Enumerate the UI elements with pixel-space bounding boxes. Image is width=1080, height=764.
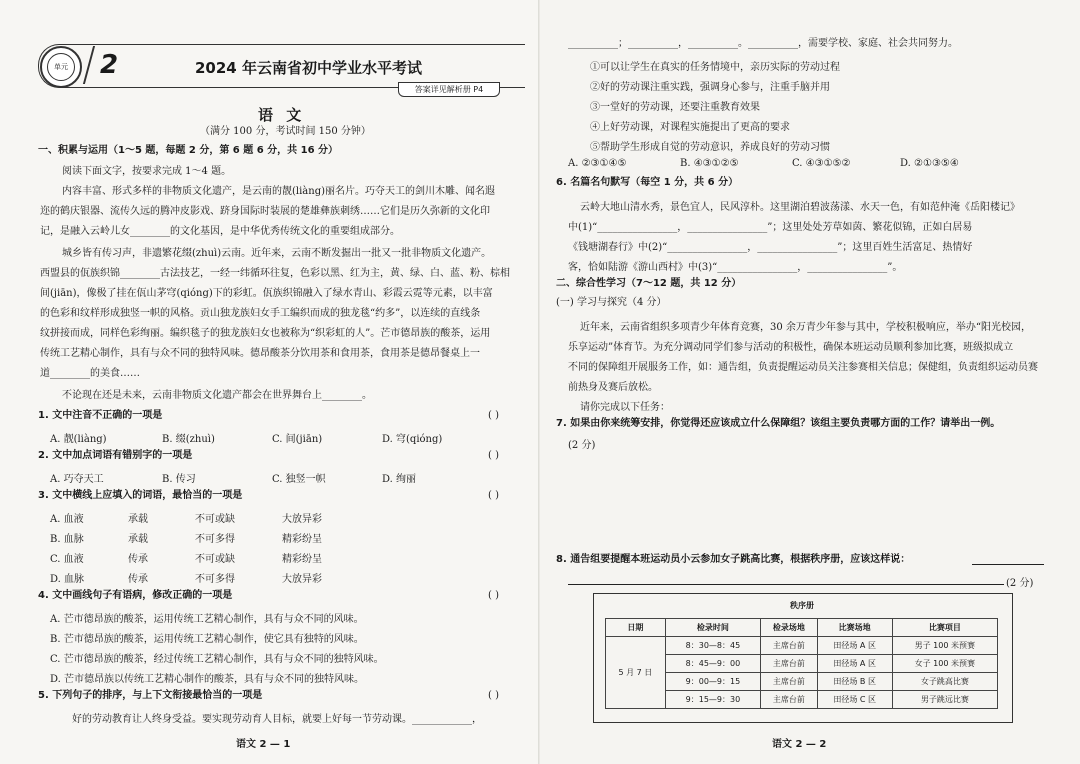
page-footer: 语文 2 — 1 [236,739,291,750]
table-cell: 主席台前 [761,673,818,691]
table-cell: 女子跳高比赛 [892,673,997,691]
q3-option: 大放异彩 [282,574,322,585]
table-cell: 田径场 A 区 [817,655,892,673]
answer-tab: 答案详见解析册 P4 [398,82,500,97]
table-row [606,655,998,673]
passage-line: 内容丰富、形式多样的非物质文化遗产，是云南的靓(liàng)丽名片。巧夺天工的剑川木雕、闻名遐 [62,186,496,197]
q5-continuation: __________；__________，__________。__________，需要学校、家庭、社会共同努力。 [568,38,958,49]
q3-option: 不可或缺 [195,554,235,565]
answer-paren: ( ) [488,690,499,701]
q1-option: C. 间(jiān) [272,434,323,445]
q4-option: B. 芒市德昂族的酸茶，运用传统工艺精心制作，使它具有独特的风味。 [50,634,364,645]
badge-icon [40,46,82,88]
passage-line: 纹拼接而成，同样色彩绚丽。编织毯子的独龙族妇女也被称为“织彩虹的人”。芒市德昂族的酸茶，运用 [40,328,491,339]
task-intro: 请你完成以下任务： [580,402,670,413]
paper-number: 2 [100,50,119,80]
table-cell: 男子跳远比赛 [892,691,997,709]
q5-item: ④上好劳动课，对课程实施提出了更高的要求 [590,122,790,133]
badge-text: 单元 [47,53,75,81]
q5-text: 好的劳动教育让人终身受益。要实现劳动育人目标，就要上好每一节劳动课。____________， [72,714,482,725]
q8-stem: 8. 通告组要提醒本班运动员小云参加女子跳高比赛，根据秩序册，应该这样说： [556,554,911,565]
table-cell: 主席台前 [761,637,818,655]
q3-option: 传承 [128,554,148,565]
score-note: （满分 100 分，考试时间 150 分钟） [200,126,371,137]
answer-line[interactable] [568,584,1004,585]
q2-option: D. 绚丽 [382,474,417,485]
table-cell: 8：45—9：00 [665,655,760,673]
section-2-heading: 二、综合性学习（7～12 题，共 12 分） [556,278,742,289]
q6-line: 客，恰如陆游《游山西村》中(3)“________________，________________”。 [568,262,903,273]
passage-line: 的色彩和纹样形成独竖一帜的风格。贡山独龙族妇女手工编织而成的独龙毯“约多”，以连续的直线条 [40,308,481,319]
q3-option: 大放异彩 [282,514,322,525]
q1-option: D. 穹(qióng) [382,434,443,445]
table-row [606,673,998,691]
passage-line: 不论现在还是未来，云南非物质文化遗产都会在世界舞台上________。 [62,390,372,401]
q3-stem: 3. 文中横线上应填入的词语，最恰当的一项是 [38,490,243,501]
answer-paren: ( ) [488,410,499,421]
answer-paren: ( ) [488,590,499,601]
q6-line: 《钱塘湖春行》中(2)“________________，________________”；这里百姓生活富足、热情好 [568,242,973,253]
q3-option: 不可或缺 [195,514,235,525]
table-cell: 8：30—8：45 [665,637,760,655]
passage-line: 记，是融入云岭儿女________的文化基因，是中华优秀传统文化的重要组成部分。 [40,226,400,237]
passage-line: 西盟县的佤族织锦________古法技艺，一经一纬循环往复，色彩以黑、红为主，黄、绿、白、蓝、粉、棕相 [40,268,510,279]
q7-score: (2 分) [568,440,596,451]
passage-line: 城乡皆有传习声，非遗繁花缀(zhuì)云南。近年来，云南不断发掘出一批又一批非物质文化遗产。 [62,248,492,259]
q4-stem: 4. 文中画线句子有语病，修改正确的一项是 [38,590,233,601]
q5-option: B. ④③①②⑤ [680,158,739,169]
table-cell: 9：00—9：15 [665,673,760,691]
date-cell: 5 月 7 日 [606,637,666,709]
q3-option: 承载 [128,534,148,545]
table-row [606,637,998,655]
q3-option: C. 血液 [50,554,84,565]
q4-option: D. 芒市德昂族以传统工艺精心制作的酸茶，具有与众不同的独特风味。 [50,674,365,685]
q1-stem: 1. 文中注音不正确的一项是 [38,410,163,421]
context-line: 近年来，云南省组织多项青少年体育竞赛，30 余万青少年参与其中，学校积极响应，举办“阳光校园， [580,322,1032,333]
table-cell: 田径场 B 区 [817,673,892,691]
section-1-heading: 一、积累与运用（1～5 题，每题 2 分，第 6 题 6 分，共 16 分） [38,145,339,156]
subsection-heading: (一) 学习与探究（4 分） [556,297,667,308]
q5-option: C. ④③①⑤② [792,158,851,169]
q7-stem: 7. 如果由你来统筹安排，你觉得还应该成立什么保障组？该组主要负责哪方面的工作？请举出一例。 [556,418,1001,429]
q5-item: ①可以让学生在真实的任务情境中，亲历实际的劳动过程 [590,62,840,73]
q5-item: ③一堂好的劳动课，还要注重教育效果 [590,102,760,113]
context-line: 乐享运动”体育节。为充分调动同学们参与活动的积极性，确保本班运动员顺利参加比赛，班级拟成立 [568,342,1014,353]
table-header-row [606,619,998,637]
q4-option: A. 芒市德昂族的酸茶，运用传统工艺精心制作，具有与众不同的风味。 [50,614,364,625]
column-header: 比赛项目 [892,619,997,637]
column-header: 比赛场地 [817,619,892,637]
q3-option: 精彩纷呈 [282,554,322,565]
q8-score: (2 分) [1006,578,1034,589]
instruction: 阅读下面文字，按要求完成 1～4 题。 [62,166,232,177]
passage-line: 迩的鹤庆银器、流传久远的腾冲皮影戏、跻身国际时装展的楚雄彝族刺绣……它们是历久弥新的文化印 [40,206,490,217]
q3-option: 不可多得 [195,574,235,585]
q3-option: D. 血脉 [50,574,85,585]
q1-option: B. 缀(zhuì) [162,434,215,445]
q6-line: 云岭大地山清水秀，景色宜人，民风淳朴。这里湖泊碧波荡漾、水天一色，有如范仲淹《岳阳楼记》 [580,202,1020,213]
table-cell: 女子 100 米预赛 [892,655,997,673]
q6-stem: 6. 名篇名句默写（每空 1 分，共 6 分） [556,177,739,188]
subject-title: 语 文 [258,106,306,124]
q5-stem: 5. 下列句子的排序，与上下文衔接最恰当的一项是 [38,690,263,701]
q2-option: C. 独竖一帜 [272,474,326,485]
table-cell: 田径场 C 区 [817,691,892,709]
answer-paren: ( ) [488,490,499,501]
table-cell: 9：15—9：30 [665,691,760,709]
q1-option: A. 靓(liàng) [50,434,107,445]
q2-stem: 2. 文中加点词语有错别字的一项是 [38,450,193,461]
q5-option: A. ②③①④⑤ [568,158,627,169]
q4-option: C. 芒市德昂族的酸茶，经过传统工艺精心制作，具有与众不同的独特风味。 [50,654,384,665]
q3-option: 传承 [128,574,148,585]
table-cell: 主席台前 [761,691,818,709]
table-cell: 男子 100 米预赛 [892,637,997,655]
q5-option: D. ②①③⑤④ [900,158,959,169]
table-cell: 田径场 A 区 [817,637,892,655]
page-footer: 语文 2 — 2 [772,739,827,750]
table-row [606,691,998,709]
column-header: 检录场地 [761,619,818,637]
q6-line: 中(1)“________________，________________”；这里处处芳草如茵、繁花似锦，正如白居易 [568,222,973,233]
passage-line: 间(jiān)，像极了挂在佤山茅穹(qióng)下的彩虹。佤族织锦融入了绿水青山、彩霞云霓等元素，以丰富 [40,288,493,299]
answer-line[interactable] [972,564,1044,565]
answer-paren: ( ) [488,450,499,461]
q3-option: B. 血脉 [50,534,84,545]
q5-item: ②好的劳动课注重实践，强调身心参与，注重手脑并用 [590,82,830,93]
column-header: 检录时间 [665,619,760,637]
q3-option: A. 血液 [50,514,84,525]
q5-item: ⑤帮助学生形成自觉的劳动意识，养成良好的劳动习惯 [590,142,830,153]
q3-option: 承载 [128,514,148,525]
schedule-table [605,618,998,709]
context-line: 不同的保障组开展服务工作，如：通告组，负责提醒运动员关注参赛相关信息；保健组，负责组织运动员赛 [568,362,1038,373]
passage-line: 传统工艺精心制作，具有与众不同的独特风味。德昂酸茶分饮用茶和食用茶，食用茶是德昂餐桌上一 [40,348,480,359]
context-line: 前热身及赛后放松。 [568,382,658,393]
exam-title: 2024 年云南省初中学业水平考试 [195,59,422,77]
q3-option: 不可多得 [195,534,235,545]
q3-option: 精彩纷呈 [282,534,322,545]
q2-option: B. 传习 [162,474,196,485]
column-header: 日期 [606,619,666,637]
table-cell: 主席台前 [761,655,818,673]
schedule-caption: 秩序册 [790,601,814,610]
q2-option: A. 巧夺天工 [50,474,104,485]
passage-line: 道________的美食…… [40,368,140,379]
